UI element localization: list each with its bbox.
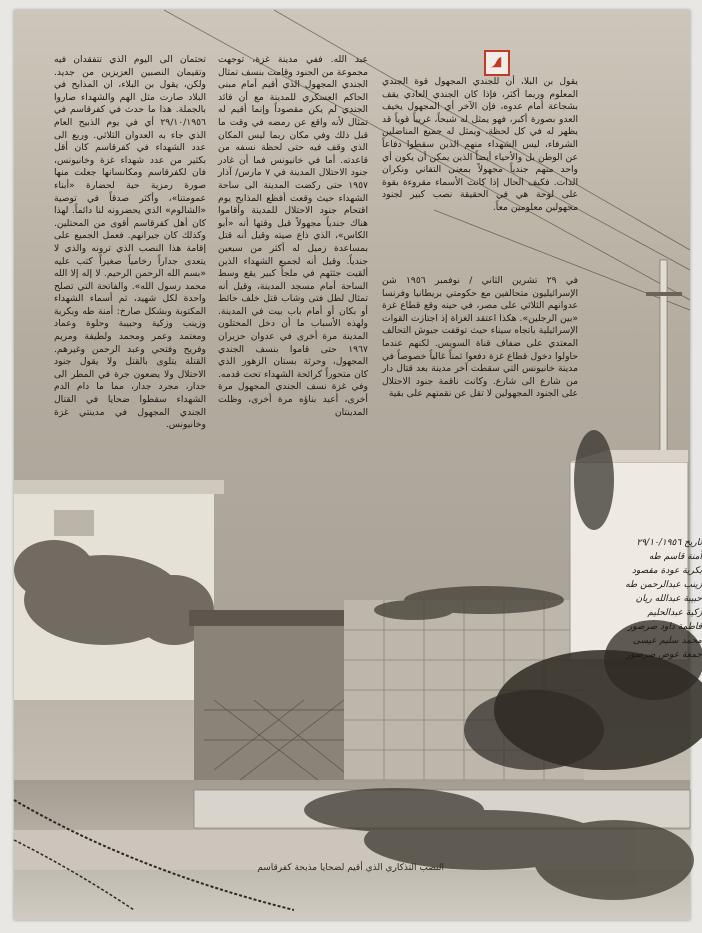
article-column-right-bottom: في ٢٩ تشرين الثاني / نوفمبر ١٩٥٦ شن الإسرائيليون متحالفين مع حكومتي بريطانيا وفرنسا عدوانهم الثلاثي على مصر، في حينه وقع قطاع غزة «بين الرجلين». هكذا اعتقد الغزاة إذ اجتازت القوات الإسرائيلية باتجاه سيناء حيث توقفت جيوش التحالف المعتدي على ضفاف قناة السويس. لكنهم عندما حاولوا دخول قطاع غزة دفعوا ثمناً غالياً خصوصاً في مدينة خانيونس التي سقطت آخر مدينة بعد قتال دار من شارع الى شارع. وكانت ناقمة جنود الاحتلال على الجنود المجهولين لا تقل عن نقمتهم على بقية: [382, 275, 578, 400]
inscription-name: حبيبة عبدالله ريان: [635, 594, 702, 604]
inscription-name: زينب عبدالرحمن طه: [625, 580, 702, 590]
magazine-page: [14, 10, 702, 920]
inscription-name: بكرية عودة مقصود: [631, 566, 702, 576]
inscription-name: زكية عبدالحليم: [647, 608, 702, 618]
photo-caption: النصب التذكاري الذي أقيم لضحايا مذبحة كفرقاسم: [257, 863, 444, 873]
article-column-middle: عبد الله. ففي مدينة غزة، توجهت مجموعة من الجنود وقامت بنسف تمثال الجندي المجهول الذي أقيم أمام مبنى الحاكم العسكري للمدينة مع أن قائد الجندي لم يكن مقصوداً وإنما أقيم له تمثال لأنه واقع عن رمضه في وقت ما قبل ذلك وفي مكان ربما ليس المكان الذي وقف فيه حتى لحظة نسفه من قاعدته. أما في خانيونس فما أن غادر جنود الاحتلال المدينة في ٧ مارس/ آذار ١٩٥٧ حتى ركضت المدينة الى ساحة الشهداء حيث وقعت أفظع المذابح يوم اقتحام جنود الاحتلال للمدينة وأقاموا هناك جندياً مجهولاً قيل وقتها أنه «أبو الكاس»، الذي ذاع صيته وقيل أنه قتل بمساعدة زميل له أكثر من سبعين جندياً. وقيل أنه لجميع الشهداء الذين ألقيت جثثهم في ملجأ كبير يقع وسط الساحة أمام مسجد المدينة، وقيل أنه تمثال لطل فتى وشاب قتل خلف حائط أو بكان أو أمام باب بيت في المدينة. ولهذه الأسباب ما أن دخل المحتلون المدينة مرة أخرى في عدوان حزيران ١٩٦٧ حتى قاموا بنسف الجندي المجهول، وحرثة بستان الزهور الذي كان متحوراً كرائحة الشهداء تحت قدمه. وفي غزة نسف الجندي المجهول مرة أخرى، أعيد بناؤه مرة أخرى، وظلت المدينتان: [218, 54, 368, 418]
magazine-logo-icon: [484, 50, 510, 76]
inscription-name: جمعة عوض صرصور: [626, 650, 702, 660]
article-column-left: تحتمان الى اليوم الذي تتفقدان فيه وتقيمان النصبين العزيزين من جديد. ولكن، يقول بن البلاء، ان المذابح في البلاد صارت مثل الهم والشهداء صاروا بالجملة. هذا ما حدث في كفرقاسم في ٢٩/١٠/١٩٥٦ أي في يوم الذبيح العام الذي جاء به العدوان الثلاثي. وربع الى عدد الشهداء في كفرقاسم كان أقل بكثير من عدد شهداء غزة وخانيونس، فان لكفرقاسم ومكانسانها جعلت منها صورة رمزية حية لحضارة «أبناء عمومتنا»، وأكثر صدقاً في توصية «الشالوم» الذي يحضرونه لنا دائماً. لهذا كان أهل كفرقاسم أقوى من المحتلين. وكذلك كان جيرانهم. فعمل الجميع على إقامة هذا النصب الذي ترونه والذي لا يتعدى جداراً رخامياً صغيراً كتب عليه «بسم الله الرحمن الرحيم. لا إله إلا الله محمد رسول الله». والفاتحة التي تصلح واحدة لكل شهيد، ثم أسماء الشهداء المكتوبة وبشكل صارخ: أمنة طه وبكرية وزينب وزكية وحبيبة وحلوة وعماد ومعتمد وعمر ومحمد ولطيفة ومريم وفريح وفتحي وعبد الرحمن وغيرهم. القتلة يتلوى بالقتل ولا يقول جنود الاحتلال ولا يضعون جرة في المطر الى جدار، مجرد جدار، مما ما دام الدم الشهداء سقطوا ضحايا في القتال الجندي المجهول في مدينتي غزة وخانيونس.: [54, 54, 206, 431]
inscription-name: محمد سليم عيسى: [632, 636, 702, 646]
inscription-name: آمنة قاسم طه: [648, 552, 702, 562]
monument-inscription: [610, 536, 702, 662]
inscription-date: تاريخ ٢٩/١٠/١٩٥٦: [636, 538, 702, 548]
article-column-right-top: يقول بن البلا، أن للجندي المجهول قوة الجندي المعلوم وربما أكثر، فإذا كان الجندي العادي يقف بشجاعة أمام عدوه، فإن الآخر أي المجهول يخيف العدو بصورة أكبر، فهو يمثل له شبحاً، غريباً قوياً قد يظهر له في كل لحظة، ويمثل له جميع المناضلين الشرفاء، ليس الشهداء منهم الذين سقطوا دفاعاً عن الوطن بل والأحياء أيضاً الذين يمكن أن يكون أي واحد منهم جندياً مجهولاً بمعنى التفاني ونكران الذات. فكيف الحال إذا كانت الأسماء مقروءة بقوة على لوحة هي في الحقيقة نصب كبير لجنود مجهولين معلومين معاً.: [382, 76, 578, 213]
inscription-name: فاطمة داود صرصور: [627, 622, 702, 632]
